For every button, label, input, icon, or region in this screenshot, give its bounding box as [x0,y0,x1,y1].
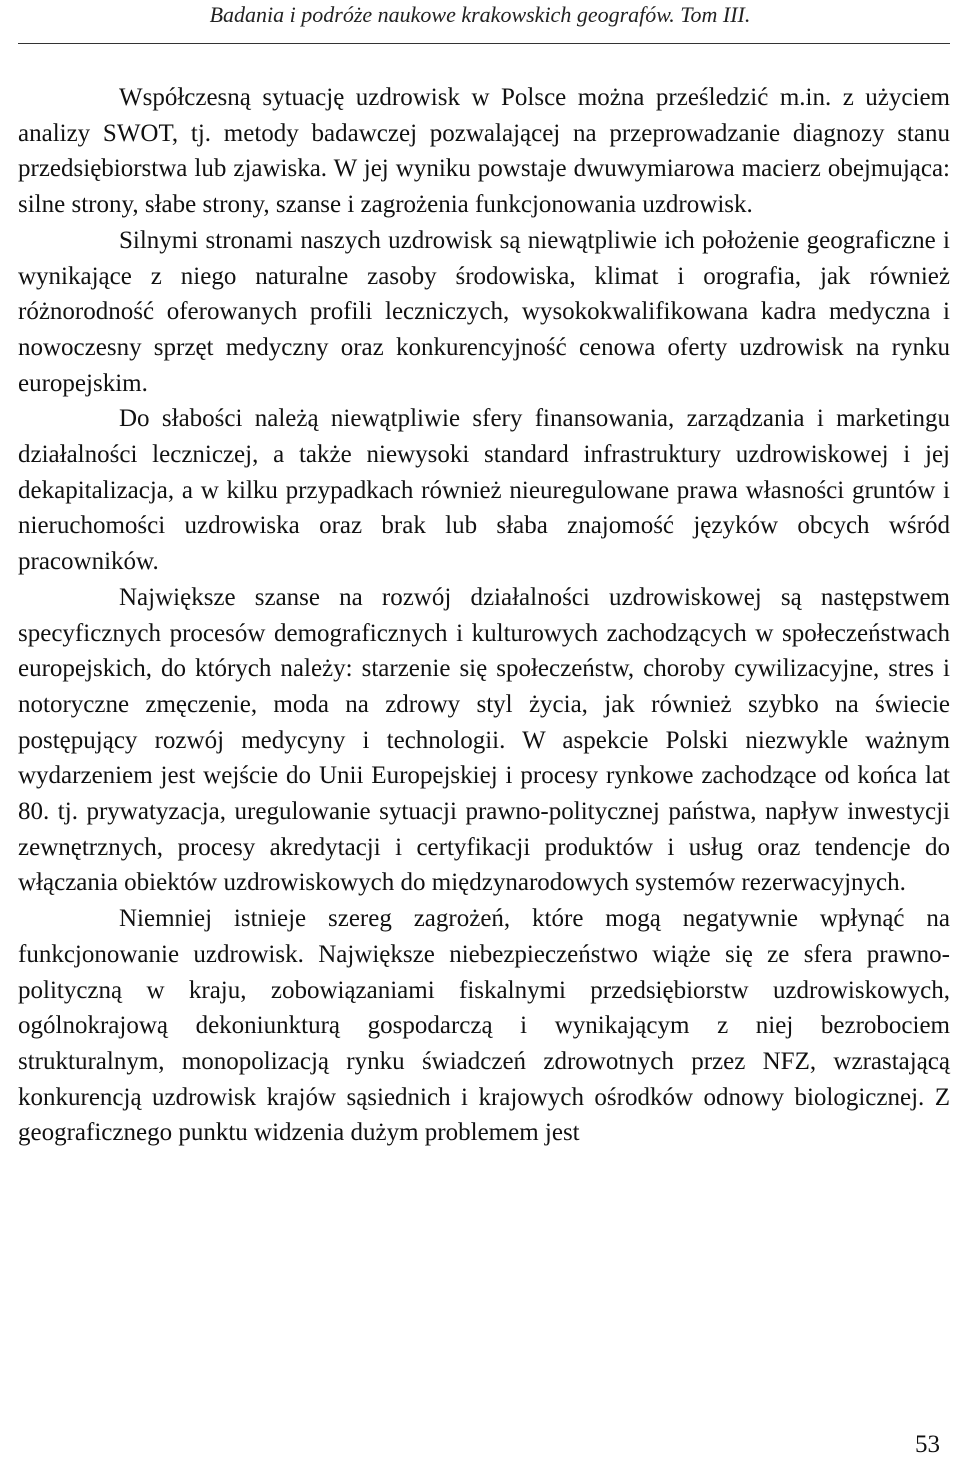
header-divider [18,43,950,44]
paragraph-opportunities: Największe szanse na rozwój działalności uzdrowiskowej są następstwem specyficznych procesów demograficznych i kulturowych zachodzących w społeczeństwach europejskich, do których należy: starzenie się społeczeństw, choroby cywilizacyjne, stres i notoryczne zmęczenie, moda na zdrowy styl życia, jak również szybko na świecie postępujący rozwój medycyny i technologii. W aspekcie Polski niezwykle ważnym wydarzeniem jest wejście do Unii Europejskiej i procesy rynkowe zachodzące od końca lat 80. tj. prywatyzacja, uregulowanie sytuacji prawno-politycznej państwa, napływ inwestycji zewnętrznych, procesy akredytacji i certyfikacji produktów i usług oraz tendencje do włączania obiektów uzdrowiskowych do międzynarodowych systemów rezerwacyjnych. [18,583,950,897]
paragraph-weaknesses: Do słabości należą niewątpliwie sfery finansowania, zarządzania i marketingu działalności leczniczej, a także niewysoki standard infrastruktury uzdrowiskowej i jej dekapitalizacja, a w kilku przypadkach również nieuregulowane prawa własności gruntów i nieruchomości uzdrowiska oraz brak lub słaba znajomość języków obcych wśród pracowników. [18,405,950,576]
page-number: 53 [915,1431,940,1458]
running-header: Badania i podróże naukowe krakowskich geografów. Tom III. [209,2,751,27]
body-text [18,80,950,1151]
paragraph-threats: Niemniej istnieje szereg zagrożeń, które mogą negatywnie wpłynąć na funkcjonowanie uzdrowisk. Największe niebezpieczeństwo wiąże się ze sfera prawno-polityczną w kraju, zobowiązaniami fiskalnymi przedsiębiorstw uzdrowiskowych, ogólnokrajową dekoniunkturą gospodarczą i wynikającym z niej bezrobociem strukturalnym, monopolizacją rynku świadczeń zdrowotnych przez NFZ, wzrastającą konkurencją uzdrowisk krajów sąsiednich i krajowych ośrodków odnowy biologicznej. Z geograficznego punktu widzenia dużym problemem jest [18,905,950,1147]
paragraph-swot-intro: Współczesną sytuację uzdrowisk w Polsce można prześledzić m.in. z użyciem analizy SWOT, tj. metody badawczej pozwalającej na przeprowadzanie diagnozy stanu przedsiębiorstwa lub zjawiska. W jej wyniku powstaje dwuwymiarowa macierz obejmująca: silne strony, słabe strony, szanse i zagrożenia funkcjonowania uzdrowisk. [18,84,950,219]
paragraph-strengths: Silnymi stronami naszych uzdrowisk są niewątpliwie ich położenie geograficzne i wynikające z niego naturalne zasoby środowiska, klimat i orografia, jak również różnorodność oferowanych profili leczniczych, wysokokwalifikowana kadra medyczna i nowoczesny sprzęt medyczny oraz konkurencyjność cenowa oferty uzdrowisk na rynku europejskim. [18,226,950,397]
